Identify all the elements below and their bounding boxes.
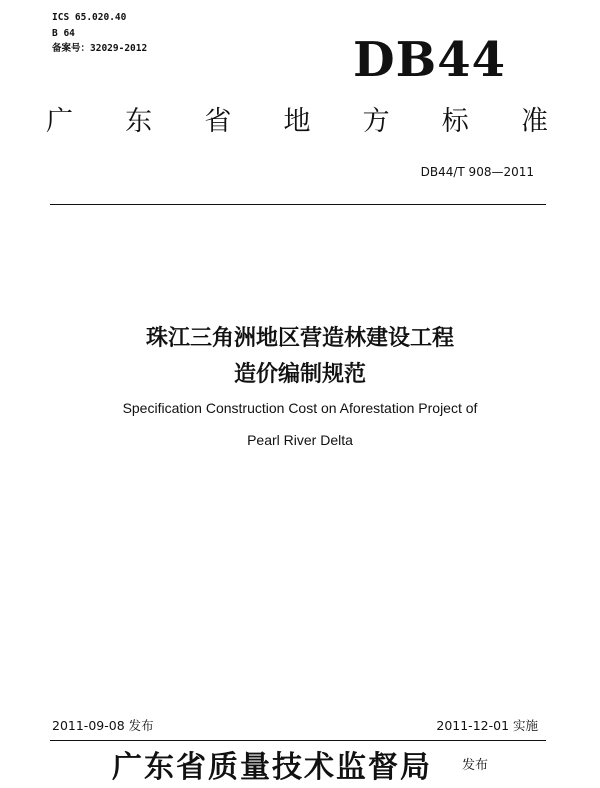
standard-type-char: 东 bbox=[125, 106, 153, 137]
ics-code: ICS 65.020.40 bbox=[52, 12, 127, 23]
standard-type-char: 标 bbox=[441, 106, 469, 137]
standard-type-title bbox=[46, 104, 548, 140]
standard-type-char: 省 bbox=[204, 106, 232, 137]
standard-type-char: 准 bbox=[520, 106, 548, 137]
title-chinese-line1: 珠江三角洲地区营造林建设工程 bbox=[145, 326, 454, 351]
top-divider bbox=[50, 204, 546, 205]
title-chinese-line2: 造价编制规范 bbox=[233, 362, 366, 387]
bottom-divider bbox=[50, 740, 546, 741]
standard-type-char: 广 bbox=[46, 106, 73, 137]
classification-code: B 64 bbox=[52, 28, 75, 39]
issuing-authority: 广东省质量技术监督局 bbox=[112, 750, 432, 785]
implement-date: 2011-12-01 实施 bbox=[436, 718, 538, 733]
title-english-line1: Specification Construction Cost on Aforestation Project of bbox=[122, 400, 478, 416]
standard-type-char: 地 bbox=[283, 106, 311, 137]
filing-number: 备案号：32029-2012 bbox=[52, 43, 148, 54]
issue-label: 发布 bbox=[462, 758, 489, 773]
db44-logo: DB44 bbox=[353, 32, 506, 88]
title-english-line2: Pearl River Delta bbox=[247, 432, 353, 448]
standard-type-char: 方 bbox=[362, 106, 390, 137]
standard-code: DB44/T 908—2011 bbox=[420, 165, 534, 179]
publish-date: 2011-09-08 发布 bbox=[52, 718, 154, 733]
